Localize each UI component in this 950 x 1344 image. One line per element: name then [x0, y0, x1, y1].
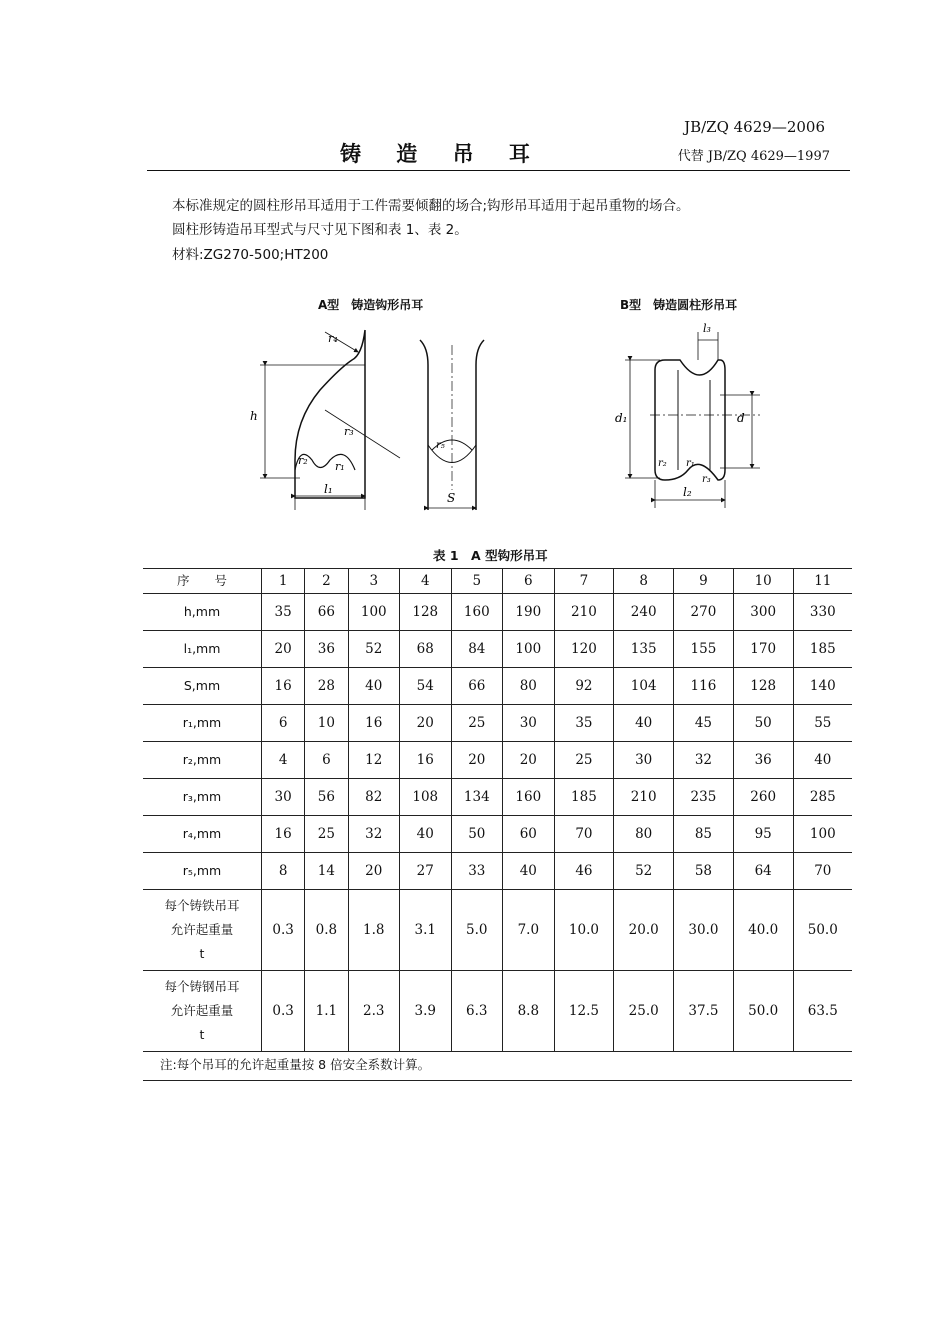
table-cell: 45 — [674, 705, 734, 742]
table-cell: 28 — [305, 668, 348, 705]
table-cell: 52 — [614, 853, 674, 890]
table-cell: 85 — [674, 816, 734, 853]
material-line: 材料:ZG270-500;HT200 — [172, 247, 329, 263]
load-row-label — [143, 971, 262, 1052]
note-divider — [143, 1080, 852, 1081]
replaces-standard: 代替 JB/ZQ 4629—1997 — [677, 149, 830, 164]
table-cell: 16 — [262, 816, 305, 853]
table-row — [143, 668, 852, 705]
table-cell: 20 — [503, 742, 555, 779]
table-cell: 285 — [793, 779, 852, 816]
col-header: 1 — [262, 569, 305, 594]
col-header: 2 — [305, 569, 348, 594]
col-header: 6 — [503, 569, 555, 594]
load-cell: 20.0 — [614, 890, 674, 971]
table-cell: 50 — [733, 705, 793, 742]
table-cell: 84 — [451, 631, 503, 668]
col-header: 9 — [674, 569, 734, 594]
table-cell: 190 — [503, 594, 555, 631]
table-cell: 330 — [793, 594, 852, 631]
table-cell: 160 — [503, 779, 555, 816]
table-cell: 160 — [451, 594, 503, 631]
row-label: h,mm — [143, 594, 262, 631]
load-cell: 25.0 — [614, 971, 674, 1052]
table-cell: 95 — [733, 816, 793, 853]
table-row — [143, 853, 852, 890]
load-cell: 8.8 — [503, 971, 555, 1052]
row-label: r₄,mm — [143, 816, 262, 853]
table-cell: 16 — [262, 668, 305, 705]
table-cell: 108 — [400, 779, 452, 816]
load-cell: 63.5 — [793, 971, 852, 1052]
table-cell: 66 — [305, 594, 348, 631]
load-label-line: 每个铸铁吊耳 — [164, 898, 240, 913]
row-label: r₂,mm — [143, 742, 262, 779]
load-cell: 0.8 — [305, 890, 348, 971]
table-cell: 120 — [554, 631, 614, 668]
table-row — [143, 705, 852, 742]
load-cell: 50.0 — [733, 971, 793, 1052]
load-cell: 7.0 — [503, 890, 555, 971]
dimensions-table — [143, 568, 852, 1052]
table-cell: 68 — [400, 631, 452, 668]
label-l3: l₃ — [703, 322, 711, 335]
table-cell: 210 — [614, 779, 674, 816]
load-cell: 40.0 — [733, 890, 793, 971]
col-header: 4 — [400, 569, 452, 594]
table-cell: 20 — [400, 705, 452, 742]
table-header-row — [143, 569, 852, 594]
table-cell: 16 — [348, 705, 400, 742]
title-divider — [147, 170, 850, 171]
table-cell: 30 — [503, 705, 555, 742]
table-cell: 20 — [348, 853, 400, 890]
col-header: 8 — [614, 569, 674, 594]
load-cell: 30.0 — [674, 890, 734, 971]
table-cell: 135 — [614, 631, 674, 668]
intro-line-2: 圆柱形铸造吊耳型式与尺寸见下图和表 1、表 2。 — [172, 222, 468, 238]
table-cell: 25 — [554, 742, 614, 779]
col-header: 7 — [554, 569, 614, 594]
table-row — [143, 742, 852, 779]
table-cell: 14 — [305, 853, 348, 890]
table-cell: 116 — [674, 668, 734, 705]
load-cell: 50.0 — [793, 890, 852, 971]
table-row — [143, 594, 852, 631]
load-cell: 0.3 — [262, 890, 305, 971]
table-cell: 185 — [793, 631, 852, 668]
row-label: r₅,mm — [143, 853, 262, 890]
load-cell: 2.3 — [348, 971, 400, 1052]
label-r4: r₄ — [328, 332, 338, 345]
label-d1: d₁ — [615, 411, 628, 425]
table-cell: 100 — [348, 594, 400, 631]
table-cell: 4 — [262, 742, 305, 779]
table-cell: 58 — [674, 853, 734, 890]
lifting-lug-drawings — [240, 320, 800, 520]
table-cell: 36 — [305, 631, 348, 668]
label-d: d — [737, 411, 745, 425]
table-cell: 32 — [348, 816, 400, 853]
label-b-r3: r₃ — [702, 474, 711, 485]
table-cell: 70 — [554, 816, 614, 853]
table-cell: 40 — [400, 816, 452, 853]
load-cell: 3.9 — [400, 971, 452, 1052]
table-cell: 66 — [451, 668, 503, 705]
label-r1: r₁ — [335, 460, 345, 473]
row-label: S,mm — [143, 668, 262, 705]
table-cell: 35 — [262, 594, 305, 631]
table-cell: 40 — [348, 668, 400, 705]
load-label-line: 允许起重量 — [170, 922, 234, 937]
table-cell: 80 — [503, 668, 555, 705]
label-l2: l₂ — [683, 485, 692, 499]
table-cell: 128 — [400, 594, 452, 631]
label-b-r1: r₁ — [686, 458, 695, 469]
table-cell: 92 — [554, 668, 614, 705]
col-header: 5 — [451, 569, 503, 594]
intro-line-1: 本标准规定的圆柱形吊耳适用于工件需要倾翻的场合;钩形吊耳适用于起吊重物的场合。 — [172, 198, 690, 214]
load-label-line: 允许起重量 — [170, 1003, 234, 1018]
label-h: h — [250, 409, 258, 423]
label-b-r2: r₂ — [658, 458, 667, 469]
table-cell: 210 — [554, 594, 614, 631]
row-label: r₃,mm — [143, 779, 262, 816]
table-cell: 80 — [614, 816, 674, 853]
load-cell: 12.5 — [554, 971, 614, 1052]
load-row — [143, 971, 852, 1052]
figure-a-title: A型 铸造钩形吊耳 — [318, 298, 424, 312]
table-cell: 33 — [451, 853, 503, 890]
table-note: 注:每个吊耳的允许起重量按 8 倍安全系数计算。 — [160, 1057, 431, 1072]
label-S: S — [447, 491, 456, 505]
table-cell: 6 — [262, 705, 305, 742]
table-cell: 260 — [733, 779, 793, 816]
table-cell: 25 — [305, 816, 348, 853]
load-label-line: t — [199, 1027, 205, 1042]
table-cell: 50 — [451, 816, 503, 853]
col-header: 3 — [348, 569, 400, 594]
type-a-front-view — [420, 340, 484, 510]
load-row — [143, 890, 852, 971]
table-cell: 300 — [733, 594, 793, 631]
label-l1: l₁ — [324, 482, 333, 496]
table-cell: 56 — [305, 779, 348, 816]
load-cell: 1.1 — [305, 971, 348, 1052]
load-row-label — [143, 890, 262, 971]
type-a-labels — [250, 332, 354, 496]
label-r3: r₃ — [344, 425, 354, 438]
table-cell: 60 — [503, 816, 555, 853]
table-cell: 12 — [348, 742, 400, 779]
col-header: 11 — [793, 569, 852, 594]
load-cell: 1.8 — [348, 890, 400, 971]
row-label: r₁,mm — [143, 705, 262, 742]
table-cell: 30 — [262, 779, 305, 816]
table-cell: 20 — [262, 631, 305, 668]
table-cell: 104 — [614, 668, 674, 705]
table-cell: 55 — [793, 705, 852, 742]
table-cell: 52 — [348, 631, 400, 668]
table-cell: 54 — [400, 668, 452, 705]
table-cell: 40 — [793, 742, 852, 779]
table-cell: 64 — [733, 853, 793, 890]
table-cell: 100 — [793, 816, 852, 853]
table-caption: 表 1 A 型钩形吊耳 — [433, 548, 548, 563]
row-label: l₁,mm — [143, 631, 262, 668]
table-cell: 40 — [614, 705, 674, 742]
load-cell: 0.3 — [262, 971, 305, 1052]
table-cell: 27 — [400, 853, 452, 890]
table-cell: 16 — [400, 742, 452, 779]
table-cell: 128 — [733, 668, 793, 705]
table-cell: 185 — [554, 779, 614, 816]
table-cell: 140 — [793, 668, 852, 705]
table-cell: 155 — [674, 631, 734, 668]
table-cell: 35 — [554, 705, 614, 742]
table-row — [143, 779, 852, 816]
table-cell: 36 — [733, 742, 793, 779]
load-cell: 6.3 — [451, 971, 503, 1052]
standard-number: JB/ZQ 4629—2006 — [684, 118, 825, 136]
table-cell: 170 — [733, 631, 793, 668]
table-cell: 270 — [674, 594, 734, 631]
table-cell: 134 — [451, 779, 503, 816]
table-cell: 32 — [674, 742, 734, 779]
load-cell: 37.5 — [674, 971, 734, 1052]
table-row — [143, 631, 852, 668]
table-cell: 100 — [503, 631, 555, 668]
header-label: 序 号 — [143, 569, 262, 594]
label-r2: r₂ — [298, 454, 308, 467]
table-row — [143, 816, 852, 853]
table-cell: 82 — [348, 779, 400, 816]
table-cell: 240 — [614, 594, 674, 631]
load-label-line: t — [199, 946, 205, 961]
table-cell: 46 — [554, 853, 614, 890]
table-cell: 8 — [262, 853, 305, 890]
table-cell: 25 — [451, 705, 503, 742]
table-cell: 20 — [451, 742, 503, 779]
table-cell: 30 — [614, 742, 674, 779]
load-cell: 5.0 — [451, 890, 503, 971]
col-header: 10 — [733, 569, 793, 594]
table-cell: 40 — [503, 853, 555, 890]
page-title: 铸 造 吊 耳 — [340, 142, 544, 166]
load-cell: 10.0 — [554, 890, 614, 971]
load-cell: 3.1 — [400, 890, 452, 971]
table-cell: 70 — [793, 853, 852, 890]
table-cell: 6 — [305, 742, 348, 779]
load-label-line: 每个铸钢吊耳 — [164, 979, 240, 994]
table-cell: 235 — [674, 779, 734, 816]
figure-b-title: B型 铸造圆柱形吊耳 — [620, 298, 738, 312]
label-r5: r₅ — [436, 440, 445, 451]
table-cell: 10 — [305, 705, 348, 742]
